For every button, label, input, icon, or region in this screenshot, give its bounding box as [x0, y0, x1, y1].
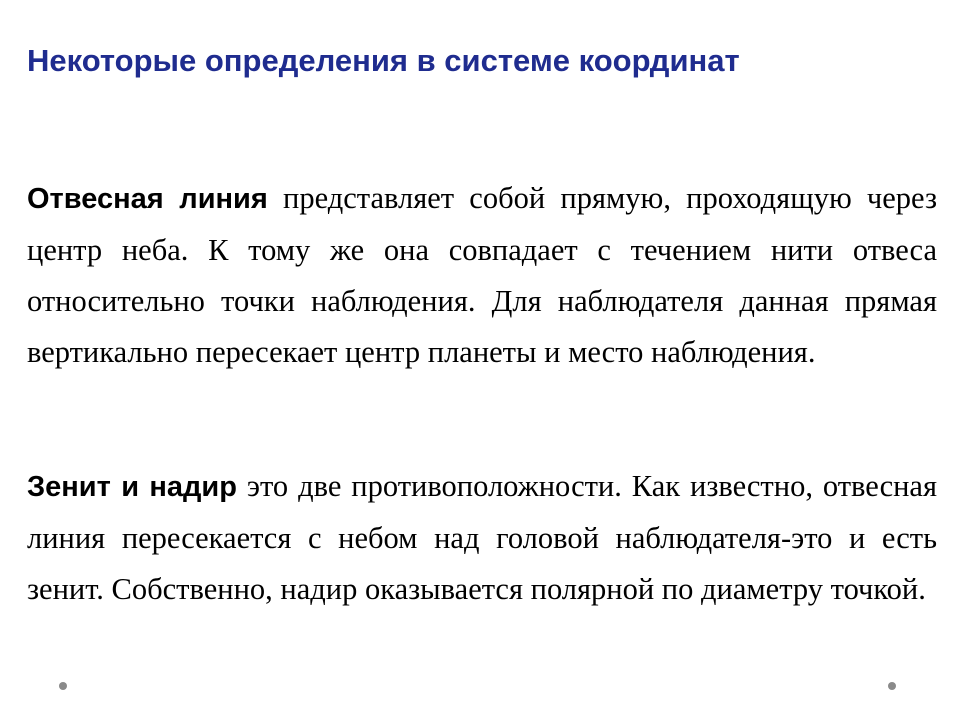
definition-term: Отвесная линия: [27, 183, 268, 215]
decorative-dot-right: [888, 682, 896, 690]
slide-title: Некоторые определения в системе координат: [27, 43, 740, 78]
definition-paragraph-plumb-line: [27, 173, 937, 378]
decorative-dot-left: [59, 682, 67, 690]
definition-paragraph-zenith-nadir: [27, 461, 937, 615]
definition-text: представляет собой прямую, проходящую через центр неба. К тому же она совпадает с течением нити отвеса относительно точки наблюдения. Для наблюдателя данная прямая вертикально пересекает центр планеты и место наблюдения.: [27, 181, 938, 369]
definition-text: это две противоположности. Как известно, отвесная линия пересекается с небом над головой наблюдателя-это и есть зенит. Собственно, надир оказывается полярной по диаметру точкой.: [27, 469, 938, 606]
definition-term: Зенит и надир: [27, 471, 237, 503]
